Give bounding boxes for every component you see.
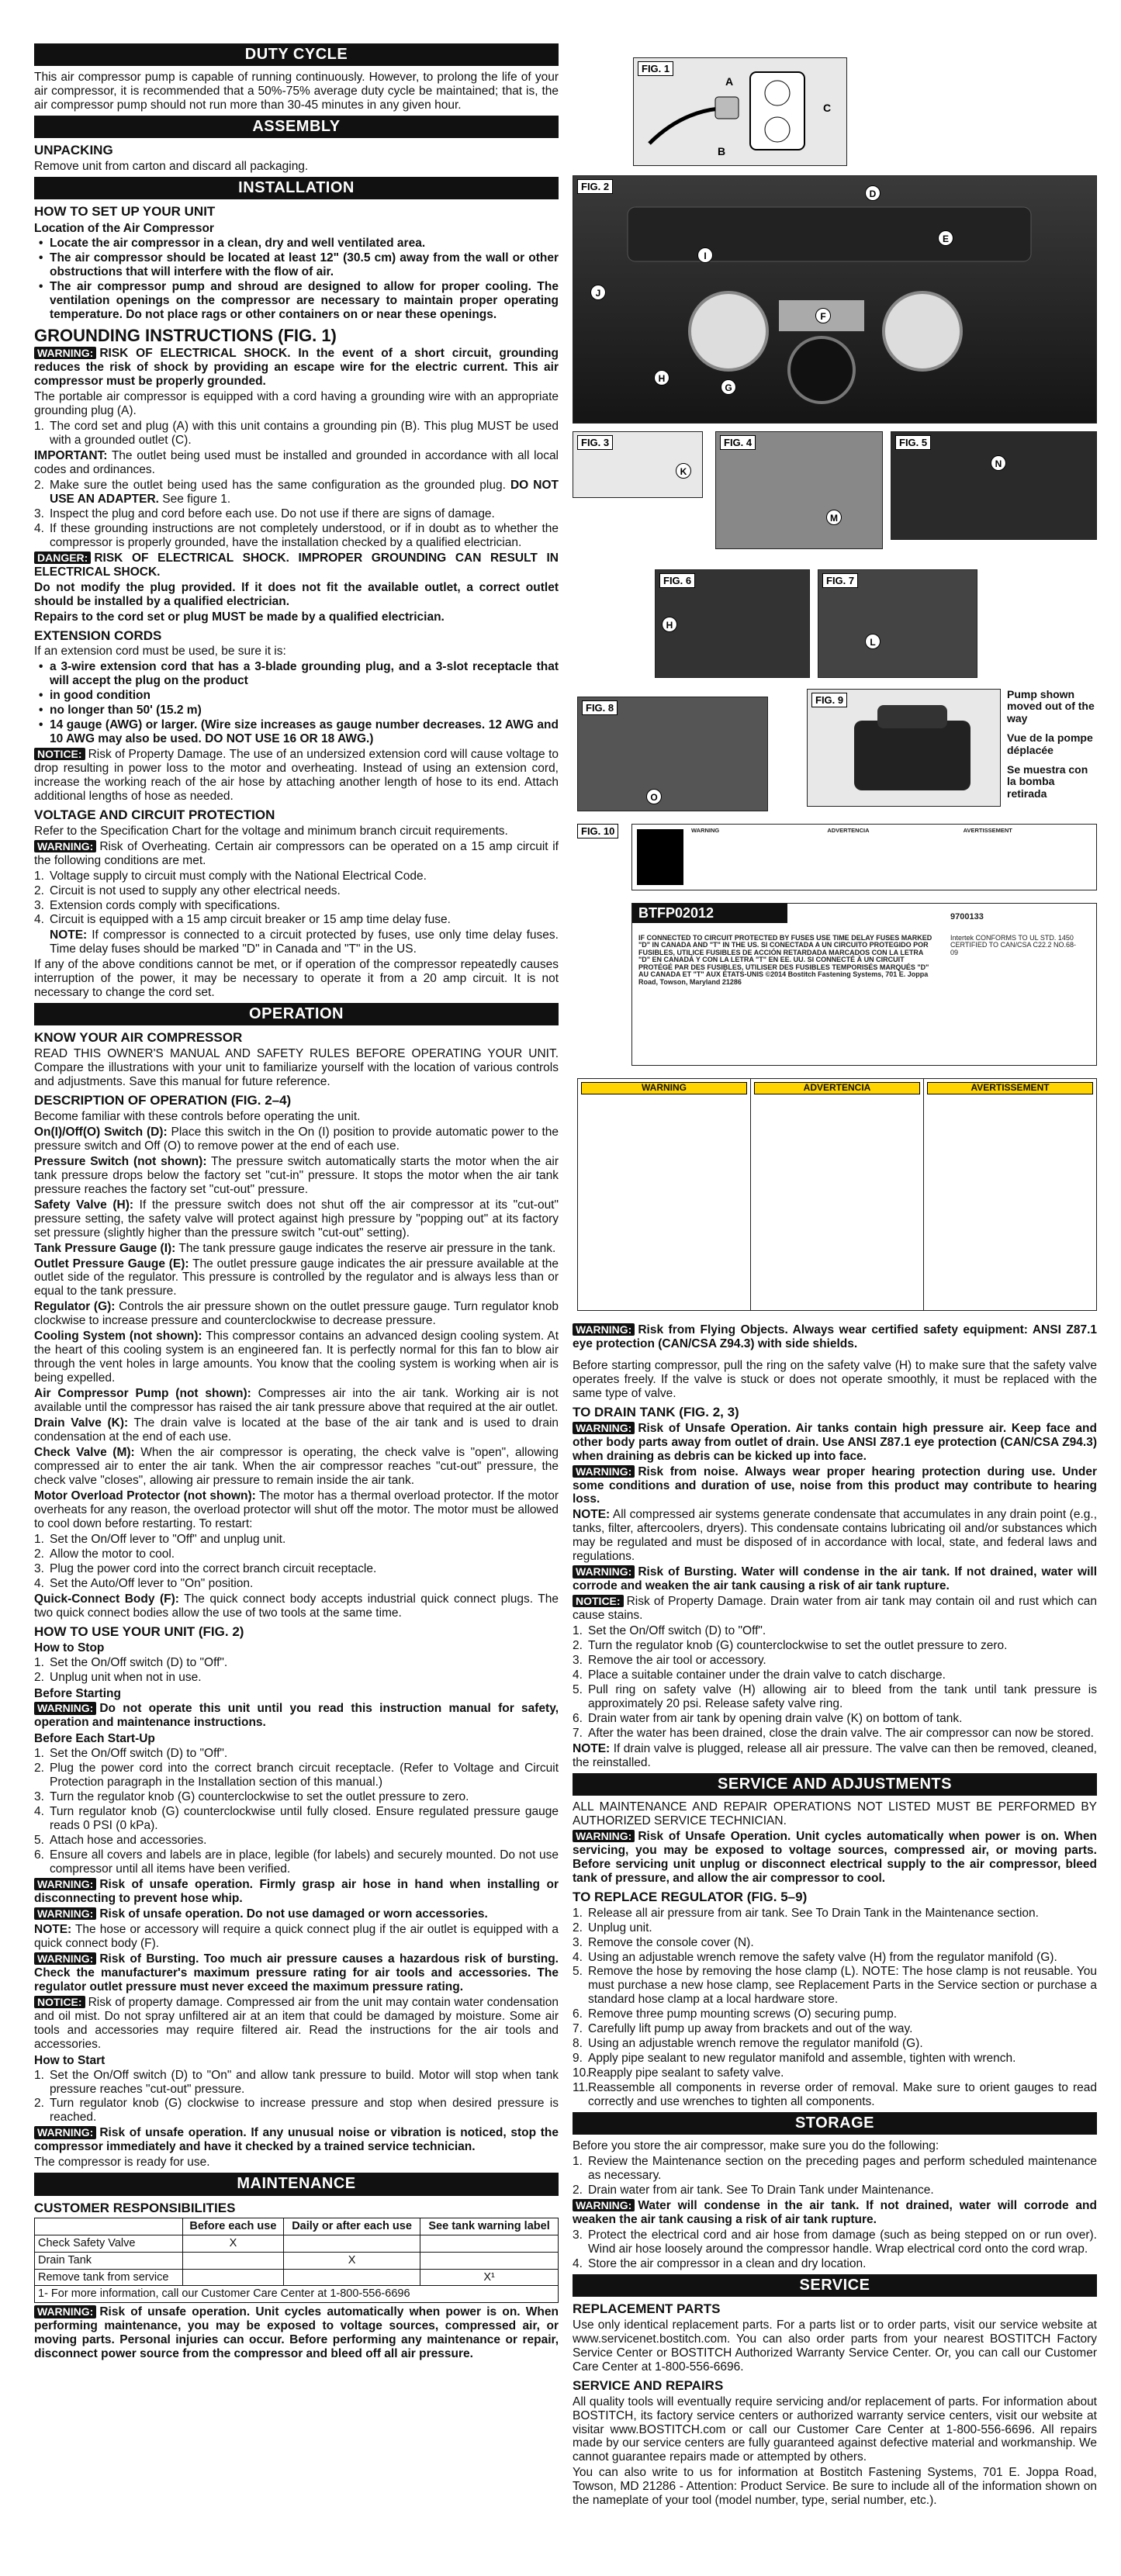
list-item: • no longer than 50' (15.2 m)	[34, 704, 559, 717]
definition-item: Tank Pressure Gauge (I): The tank pressure gauge indicates the reserve air pressure in the tank.	[34, 1241, 556, 1255]
warning-signal: WARNING:	[34, 1907, 96, 1920]
extension-text: If an extension cord must be used, be sure it is:	[34, 645, 286, 659]
figure-label: FIG. 9	[811, 693, 847, 707]
list-item: 5. Pull ring on safety valve (H) allowing air to bleed from the tank until tank pressure is approximately 20 psi. Release safety valve ring.	[573, 1683, 1097, 1711]
responsibilities-table	[34, 2218, 559, 2303]
definition-item: Check Valve (M): When the air compressor is operating, the check valve is "open", allowing compressed air to enter the air tank. When the air compressor reaches "cut-out" pressure, the check valve "closes", allowing air pressure to remain inside the air tank.	[34, 1446, 559, 1488]
plug-outlet-drawing	[634, 58, 847, 166]
callout-b: B	[718, 145, 726, 157]
callout-d: D	[865, 185, 881, 201]
column-header	[35, 2218, 183, 2235]
fig9-note-fr: Vue de la pompe déplacée	[1007, 731, 1093, 756]
warning-signal: WARNING:	[573, 2199, 635, 2211]
know-text: READ THIS OWNER'S MANUAL AND SAFETY RULES BEFORE OPERATING YOUR UNIT. Compare the illustrations with your unit to familiarize yourself with the location of various controls and adjustments. Save this manual for future reference.	[34, 1047, 559, 1089]
table-row: Check Safety Valve X	[35, 2235, 559, 2253]
restart-list	[34, 1533, 559, 1591]
before-warning: WARNING: Do not operate this unit until you read this instruction manual for safety, operation and maintenance instructions.	[34, 1702, 559, 1730]
list-item: • The air compressor pump and shroud are designed to allow for proper cooling. The ventilation openings on the compressor are necessary to maintain proper operating temperature. Do not place rags or other containers on or near these openings.	[34, 280, 559, 322]
list-item: 4. Circuit is equipped with a 15 amp circuit breaker or 15 amp time delay fuse.	[34, 913, 451, 927]
column-header: See tank warning label	[420, 2218, 559, 2235]
service-heading: SERVICE	[573, 2274, 1097, 2297]
start-list	[34, 2069, 559, 2125]
fuse-label-text: IF CONNECTED TO CIRCUIT PROTECTED BY FUSES USE TIME DELAY FUSES MARKED "D" IN CANADA AND "T" IN THE US. SI CONECTADA A UN CIRCUITO PROTEGIDO POR FUSIBLES, UTILICE FUSIBLES DE ACCIÓN RETARDADA MARCADOS CON LA LETRA "D" EN CANADÁ Y CON LA LETRA "T" EN EE. UU. SI CONNECTÉ À UN CIRCUIT PROTÉGÉ PAR DES FUSIBLES, UTILISER DES FUSIBLES TEMPORISÉS MARQUÉS "D" AU CANADA ET "T" AUX ÉTATS-UNIS ©2014 Bostitch Fastening Systems, 701 E. Joppa Road, Towson, Maryland 21286	[638, 934, 932, 986]
figure-4	[715, 431, 883, 549]
label-part-number: 9700133	[950, 912, 984, 921]
table-row: Remove tank from service X¹	[35, 2269, 559, 2286]
storage-text: Before you store the air compressor, make sure you do the following:	[573, 2139, 939, 2153]
list-item: 2. Unplug unit when not in use.	[34, 1671, 202, 1685]
table-footnote-row: 1- For more information, call our Customer Care Center at 1-800-556-6696	[35, 2286, 559, 2303]
tank-warning: WARNING: Risk of Unsafe Operation. Air tanks contain high pressure air. Keep face and other body parts away from outlet of drain. Use ANSI Z87.1 eye protection (CAN/CSA Z94.3) when draining as debris can be kicked up into face.	[573, 1421, 1097, 1463]
model-number: BTFP02012	[632, 904, 787, 923]
voltage-text: Refer to the Specification Chart for the voltage and minimum branch circuit requirements.	[34, 824, 508, 838]
voltage-list	[34, 870, 559, 928]
table-header-row	[35, 2218, 559, 2235]
warning-signal: WARNING:	[573, 1422, 635, 1434]
fig9-note-es: Se muestra con la bomba retirada	[1007, 762, 1088, 800]
list-item: 1. Set the On/Off lever to "Off" and unplug unit.	[34, 1532, 286, 1546]
startup-list	[34, 1747, 559, 1876]
list-item: 4. Set the Auto/Off lever to "On" position.	[34, 1576, 254, 1590]
list-item: 4. If these grounding instructions are not completely understood, or if in doubt as to whether the compressor is properly grounded, have the installation checked by a qualified electrician.	[34, 521, 559, 549]
list-item: 1. Voltage supply to circuit must comply with the National Electrical Code.	[34, 869, 427, 883]
strip-warning-fr: AVERTISSEMENT	[963, 827, 1012, 834]
storage-steps	[573, 2155, 1097, 2197]
list-item: 2. Make sure the outlet being used has the same configuration as the grounded plug. DO NOT USE AN ADAPTER. See figure 1.	[34, 478, 559, 506]
list-item: 1. Set the On/Off switch (D) to "Off".	[34, 1747, 228, 1761]
danger-signal: DANGER:	[34, 552, 91, 564]
notice-signal: NOTICE:	[573, 1595, 624, 1607]
voltage-heading: VOLTAGE AND CIRCUIT PROTECTION	[34, 807, 275, 822]
know-heading: KNOW YOUR AIR COMPRESSOR	[34, 1030, 243, 1046]
warning-signal: WARNING:	[573, 1565, 635, 1578]
storage-steps-2	[573, 2228, 1097, 2271]
warning-signal: WARNING:	[573, 1323, 635, 1336]
stop-list	[34, 1656, 559, 1685]
figure-8	[577, 697, 768, 811]
regulator-steps	[573, 1907, 1097, 2110]
list-item: 1. Review the Maintenance section on the preceding pages and perform scheduled maintenance as necessary.	[573, 2155, 1097, 2183]
repairs-heading: SERVICE AND REPAIRS	[573, 2377, 724, 2393]
noise-warning: WARNING: Risk from noise. Always wear proper hearing protection during use. Under some conditions and duration of use, noise from this product may contribute to hearing loss.	[573, 1464, 1097, 1506]
certification-text: Intertek CONFORMS TO UL STD. 1450 CERTIFIED TO CAN/CSA C22.2 NO.68-09	[950, 934, 1077, 956]
figures-area	[573, 54, 1097, 1357]
list-item: 3. Remove the console cover (N).	[573, 1935, 754, 1949]
list-item: 1. Set the On/Off switch (D) to "Off".	[34, 1656, 228, 1670]
callout-h2: H	[662, 617, 677, 632]
list-item: 7. After the water has been drained, close the drain valve. The air compressor can now be stored.	[573, 1726, 1094, 1740]
list-item: 3. Remove the air tool or accessory.	[573, 1654, 766, 1668]
duty-cycle-heading: DUTY CYCLE	[34, 43, 559, 66]
callout-j: J	[590, 285, 606, 300]
drain-notice: NOTICE: Risk of Property Damage. Drain water from air tank may contain oil and rust which can cause stains.	[573, 1595, 1097, 1623]
condensate-note: NOTE: All compressed air systems generate condensate that accumulates in any drain point (e.g., tanks, filter, aftercoolers, dryers). This condensate contains lubricating oil and/or substances which may be regulated and must be disposed of in accordance with local, state, and federal laws and regulations.	[573, 1508, 1097, 1564]
figure-3	[573, 431, 703, 498]
column-header: Before each use	[182, 2218, 283, 2235]
before-heading: Before Starting	[34, 1687, 121, 1701]
figure-label: FIG. 3	[577, 435, 613, 450]
grounding-list-b	[34, 479, 559, 550]
list-item: 3. Protect the electrical cord and air hose from damage (such as being stepped on or run over). Wind air hose loosely around the compressor handle. Wrap electrical cord onto the cord wrap.	[573, 2228, 1097, 2256]
figure-5	[891, 431, 1097, 540]
location-heading: Location of the Air Compressor	[34, 221, 214, 235]
compressor-unit-drawing	[808, 690, 1001, 807]
figure-label: FIG. 4	[720, 435, 756, 450]
duty-cycle-text: This air compressor pump is capable of running continuously. However, to prolong the life of your air compressor, it is recommended that a 50%-75% average duty cycle be maintained; that is, the air compressor pump should not run more than 30-45 minutes in any given hour.	[34, 71, 559, 112]
important-note: IMPORTANT: The outlet being used must be installed and grounded in accordance with all local codes and ordinances.	[34, 448, 559, 476]
fuse-note: NOTE: If compressor is connected to a circuit protected by fuses, use only time delay fuses. Time delay fuses should be marked "D" in Canada and "T" in the US.	[50, 928, 559, 956]
column-header: Daily or after each use	[284, 2218, 420, 2235]
table-row: Drain Tank X	[35, 2252, 559, 2269]
list-item: 10. Reapply pipe sealant to safety valve.	[573, 2066, 784, 2080]
list-item: 4. Using an adjustable wrench remove the safety valve (H) from the regulator manifold (G).	[573, 1950, 1057, 1964]
replacement-text: Use only identical replacement parts. For a parts list or to order parts, visit our service website at www.servicenet.bostitch.com. You can also order parts from your nearest BOSTITCH Factory Service Center or BOSTITCH Authorized Warranty Service Center. Or, you can call our Customer Care Center at 1-800-556-6696.	[573, 2318, 1097, 2374]
callout-e: E	[938, 230, 953, 246]
notice-signal: NOTICE:	[34, 748, 85, 760]
voltage-end: If any of the above conditions cannot be met, or if operation of the compressor repeatedly causes interruption of the power, it may be necessary to operate it from a 20 amp circuit. It is not necessary to change the cord set.	[34, 958, 559, 1000]
description-heading: DESCRIPTION OF OPERATION (FIG. 2–4)	[34, 1093, 292, 1108]
quick-connect-def: Quick-Connect Body (F): The quick connect body accepts industrial quick connect plugs. The two quick connect bodies allow the use of two tools at the same time.	[34, 1592, 559, 1620]
flying-objects-block	[573, 1323, 1097, 1353]
list-item: 2. Plug the power cord into the correct branch circuit receptacle. (Refer to Voltage and Circuit Protection paragraph in the Installation section of this manual.)	[34, 1762, 559, 1789]
figure-label: FIG. 5	[895, 435, 931, 450]
storage-heading: STORAGE	[573, 2112, 1097, 2135]
list-item: 6. Drain water from air tank by opening drain valve (K) on bottom of tank.	[573, 1712, 963, 1725]
list-item: 3. Extension cords comply with specifications.	[34, 898, 281, 912]
list-item: 1. Set the On/Off switch (D) to "On" and allow tank pressure to build. Motor will stop when tank pressure reaches "cut-out" pressure.	[34, 2068, 559, 2096]
list-item: 6. Ensure all covers and labels are in place, legible (for labels) and securely mounted. Do not use compressor until all items have been verified.	[34, 1848, 559, 1876]
storage-warning: WARNING: Water will condense in the air tank. If not drained, water will corrode and weaken the air tank causing a risk of air tank rupture.	[573, 2199, 1097, 2227]
list-item: • The air compressor should be located at least 12" (30.5 cm) away from the wall or other obstructions that will interfere with the flow of air.	[34, 251, 559, 279]
service-warning: WARNING: Risk of Unsafe Operation. Unit cycles automatically when power is on. When servicing, you may be exposed to voltage sources, compressed air, or moving parts. Before servicing unit unplug or disconnect electrical supply to the air compressor, bleed tank of pressure, and allow the air compressor to cool.	[573, 1830, 1097, 1885]
figure-1	[633, 57, 847, 166]
list-item: 2. Allow the motor to cool.	[34, 1547, 175, 1561]
drain-steps	[573, 1624, 1097, 1741]
figure-9-notes	[1007, 689, 1097, 800]
figure-6	[655, 569, 810, 678]
figure-label: FIG. 7	[822, 573, 858, 588]
label-warning-en: WARNING	[581, 1082, 747, 1094]
definition-item: Cooling System (not shown): This compressor contains an advanced design cooling system. At the heart of this cooling system is an engineered fan. It is perfectly normal for this fan to blow air through the vent holes in large amounts. You know that the cooling system is working when air is being expelled.	[34, 1329, 559, 1385]
left-column	[34, 40, 559, 2363]
list-item: 1. Release all air pressure from air tank. See To Drain Tank in the Maintenance section.	[573, 1906, 1039, 1920]
figure-7	[818, 569, 977, 678]
list-item: 4. Turn regulator knob (G) counterclockwise until fully closed. Ensure regulated pressure gauge reads 0 PSI (0 kPa).	[34, 1805, 559, 1833]
warning-signal: WARNING:	[34, 1702, 96, 1714]
right-column	[573, 1359, 1097, 2569]
grounding-text: The portable air compressor is equipped with a cord having a grounding wire with an appropriate grounding plug (A).	[34, 390, 559, 418]
property-notice: NOTICE: Risk of property damage. Compressed air from the unit may contain water condensation and oil mist. Do not spray unfiltered air at an item that could be damaged by moisture. Some air tools and accessories may require filtered air. Read the instructions for the air tools and accessories.	[34, 1995, 559, 2051]
replacement-heading: REPLACEMENT PARTS	[573, 2301, 721, 2317]
figure-label: FIG. 6	[659, 573, 695, 588]
bursting-warning: WARNING: Risk of Bursting. Too much air pressure causes a hazardous risk of bursting. Check the manufacturer's maximum pressure rating for air tools and accessories. The regulator outlet pressure must never exceed the maximum pressure rating.	[34, 1952, 559, 1993]
fig9-note-en: Pump shown moved out of the way	[1007, 688, 1095, 724]
list-item: 2. Turn regulator knob (G) clockwise to increase pressure and stop when desired pressure is reached.	[34, 2097, 559, 2125]
figure-label: FIG. 2	[577, 179, 613, 194]
definition-item: Drain Valve (K): The drain valve is located at the base of the air tank and is used to drain condensation at the end of each use.	[34, 1416, 559, 1444]
description-text: Become familiar with these controls before operating the unit.	[34, 1109, 361, 1123]
unpacking-heading: UNPACKING	[34, 143, 113, 158]
flying-objects-warning: WARNING: Risk from Flying Objects. Always wear certified safety equipment: ANSI Z87.1 eye protection (CAN/CSA Z94.3) with side shields.	[573, 1323, 1097, 1350]
figure-2	[573, 175, 1097, 424]
list-item: 1. Set the On/Off switch (D) to "Off".	[573, 1624, 766, 1638]
repairs-note: Repairs to the cord set or plug MUST be made by a qualified electrician.	[34, 610, 445, 624]
callout-i: I	[697, 247, 713, 263]
list-item: 3. Turn the regulator knob (G) counterclockwise to set the outlet pressure to zero.	[34, 1790, 469, 1804]
ready-text: The compressor is ready for use.	[34, 2156, 210, 2170]
definitions	[34, 1125, 559, 1531]
callout-a: A	[725, 75, 734, 88]
callout-n: N	[991, 455, 1006, 471]
extension-notice: NOTICE: Risk of Property Damage. The use of an undersized extension cord will cause voltage to drop resulting in power loss to the motor and overheating. Instead of using an extension cord, increase the working reach of the air hose by attaching another length of hose to its end. Attach additional lengths of hose as needed.	[34, 748, 559, 803]
installation-heading: INSTALLATION	[34, 177, 559, 199]
warning-signal: WARNING:	[34, 1878, 96, 1890]
warning-signal: WARNING:	[34, 840, 96, 852]
warning-signal: WARNING:	[34, 347, 96, 359]
list-item: • in good condition	[34, 689, 559, 703]
callout-h: H	[654, 370, 669, 386]
plugged-note: NOTE: If drain valve is plugged, release all air pressure. The valve can then be removed, cleaned, the reinstalled.	[573, 1741, 1097, 1769]
hose-note: NOTE: The hose or accessory will require a quick connect plug if the air outlet is equipped with a quick connect body (F).	[34, 1922, 559, 1950]
definition-item: Air Compressor Pump (not shown): Compresses air into the air tank. Working air is not available until the compressor has raised the air tank pressure above that required at the air outlet.	[34, 1387, 559, 1415]
callout-f: F	[815, 308, 831, 323]
list-item: 2. Turn the regulator knob (G) counterclockwise to set the outlet pressure to zero.	[573, 1639, 1008, 1653]
voltage-warning: WARNING: Risk of Overheating. Certain air compressors can be operated on a 15 amp circuit if the following conditions are met.	[34, 839, 559, 867]
responsibilities-heading: CUSTOMER RESPONSIBILITIES	[34, 2200, 236, 2215]
assembly-heading: ASSEMBLY	[34, 116, 559, 138]
setup-heading: HOW TO SET UP YOUR UNIT	[34, 204, 216, 220]
notice-signal: NOTICE:	[34, 1996, 85, 2008]
definition-item: Regulator (G): Controls the air pressure shown on the outlet pressure gauge. Turn regulator knob clockwise to increase pressure and counterclockwise to decrease pressure.	[34, 1300, 559, 1328]
extension-list	[34, 660, 559, 746]
maintenance-heading: MAINTENANCE	[34, 2173, 559, 2195]
danger-notice: DANGER: RISK OF ELECTRICAL SHOCK. IMPROPER GROUNDING CAN RESULT IN ELECTRICAL SHOCK.	[34, 551, 559, 579]
list-item: 4. Store the air compressor in a clean and dry location.	[573, 2257, 867, 2271]
location-list	[34, 237, 559, 322]
maintenance-warning: WARNING: Risk of unsafe operation. Unit cycles automatically when power is on. When performing maintenance, you may be exposed to voltage sources, compressed air, or moving parts. Personal injuries can occur. Before performing any maintenance or repair, disconnect power source from the compressor and bleed off all air pressure.	[34, 2305, 559, 2361]
compressor-console-drawing	[573, 176, 1097, 424]
warning-signal: WARNING:	[573, 1465, 635, 1478]
warning-signal: WARNING:	[573, 1830, 635, 1842]
label-warning-es: ADVERTENCIA	[754, 1082, 920, 1094]
list-item: 4. Place a suitable container under the drain valve to catch discharge.	[573, 1668, 946, 1682]
list-item: 2. Drain water from air tank. See To Drain Tank under Maintenance.	[573, 2184, 934, 2197]
list-item: • Locate the air compressor in a clean, dry and well ventilated area.	[34, 237, 559, 251]
figure-label: FIG. 8	[582, 700, 618, 715]
warning-signal: WARNING:	[34, 2305, 96, 2318]
vibration-warning: WARNING: Risk of unsafe operation. If any unusual noise or vibration is noticed, stop the compressor immediately and have it checked by a trained service technician.	[34, 2126, 559, 2154]
grounding-heading: GROUNDING INSTRUCTIONS (FIG. 1)	[34, 325, 337, 345]
figure-label: FIG. 1	[638, 61, 673, 76]
warning-signal: WARNING:	[34, 1952, 96, 1965]
stop-heading: How to Stop	[34, 1641, 105, 1655]
figure-10-label: FIG. 10	[577, 824, 618, 838]
list-item: 2. Unplug unit.	[573, 1921, 652, 1935]
list-item: 7. Carefully lift pump up away from brackets and out of the way.	[573, 2022, 913, 2036]
rupture-warning: WARNING: Risk of Bursting. Water will condense in the air tank. If not drained, water will corrode and weaken the air tank causing a risk of air tank rupture.	[573, 1565, 1097, 1593]
strip-warning-en: WARNING	[691, 827, 720, 834]
operation-heading: OPERATION	[34, 1003, 559, 1025]
warning-signal: WARNING:	[34, 2126, 96, 2139]
callout-l: L	[865, 634, 881, 649]
model-nameplate	[631, 903, 1097, 1066]
each-startup-heading: Before Each Start-Up	[34, 1732, 155, 1746]
start-heading: How to Start	[34, 2053, 106, 2067]
callout-c: C	[823, 102, 832, 114]
list-item: • a 3-wire extension cord that has a 3-blade grounding plug, and a 3-slot receptacle that will accept the plug on the product	[34, 660, 559, 688]
grounding-warning: WARNING: RISK OF ELECTRICAL SHOCK. In the event of a short circuit, grounding reduces the risk of shock by providing an escape wire for the electric current. This air compressor must be properly grounded.	[34, 347, 559, 389]
callout-m: M	[826, 510, 842, 525]
list-item: 1. The cord set and plug (A) with this unit contains a grounding pin (B). This plug MUST be used with a grounded outlet (C).	[34, 420, 559, 447]
strip-warning-es: ADVERTENCIA	[827, 827, 870, 834]
list-item: • 14 gauge (AWG) or larger. (Wire size increases as gauge number decreases. 12 AWG and 10 AWG may also be used. DO NOT USE 16 OR 18 AWG.)	[34, 718, 559, 746]
list-item: 3. Plug the power cord into the correct branch circuit receptacle.	[34, 1561, 377, 1575]
hose-whip-warning: WARNING: Risk of unsafe operation. Firmly grasp air hose in hand when installing or disconnecting to prevent hose whip.	[34, 1877, 559, 1905]
list-item: 3. Inspect the plug and cord before each use. Do not use if there are signs of damage.	[34, 507, 495, 520]
service-adjust-heading: SERVICE AND ADJUSTMENTS	[573, 1773, 1097, 1796]
list-item: 5. Attach hose and accessories.	[34, 1834, 207, 1848]
extension-heading: EXTENSION CORDS	[34, 628, 162, 643]
list-item: 9. Apply pipe sealant to new regulator manifold and assemble, tighten with wrench.	[573, 2052, 1016, 2066]
list-item: 2. Circuit is not used to supply any other electrical needs.	[34, 883, 341, 897]
use-heading: HOW TO USE YOUR UNIT (FIG. 2)	[34, 1623, 244, 1639]
contact-text: You can also write to us for information at Bostitch Fastening Systems, 701 E. Joppa Road, Towson, MD 21286 - Attention: Product Service. Be sure to include all of the information shown on the nameplate of your tool (model number, type, serial number, etc.).	[573, 2466, 1097, 2508]
unpacking-text: Remove unit from carton and discard all packaging.	[34, 160, 309, 173]
list-item: 8. Using an adjustable wrench remove the regulator manifold (G).	[573, 2037, 923, 2051]
list-item: 11. Reassemble all components in reverse order of removal. Make sure to orient gauges to read correctly and use wrenches to tighten all components.	[573, 2081, 1097, 2109]
grounding-list-a	[34, 420, 559, 448]
figure-9	[807, 689, 1001, 807]
definition-item: On(I)/Off(O) Switch (D): Place this switch in the On (I) position to provide automatic power to the pressure switch and Off (O) to remove power at the end of each use.	[34, 1125, 559, 1153]
modify-warning: Do not modify the plug provided. If it does not fit the available outlet, a correct outlet should be installed by a qualified electrician.	[34, 580, 559, 608]
hazard-icon	[637, 829, 683, 885]
regulator-heading: TO REPLACE REGULATOR (FIG. 5–9)	[573, 1889, 808, 1904]
callout-k: K	[676, 463, 691, 479]
callout-o: O	[646, 789, 662, 804]
definition-item: Pressure Switch (not shown): The pressure switch automatically starts the motor when the air tank pressure drops below the factory set "cut-in" pressure. It stops the motor when the air tank pressure reaches the factory set "cut-out" pressure.	[34, 1154, 559, 1196]
drain-heading: TO DRAIN TANK (FIG. 2, 3)	[573, 1404, 739, 1419]
safety-valve-text: Before starting compressor, pull the ring on the safety valve (H) to make sure that the safety valve operates freely. If the valve is stuck or does not operate smoothly, it must be replaced with the same type of valve.	[573, 1359, 1097, 1400]
definition-item: Outlet Pressure Gauge (E): The outlet pressure gauge indicates the air pressure available at the outlet side of the regulator. This pressure is controlled by the regulator and is always less than or equal to the tank pressure.	[34, 1257, 559, 1298]
list-item: 5. Remove the hose by removing the hose clamp (L). NOTE: The hose clamp is not reusable. You must purchase a new hose clamp, see Replacement Parts in the Service section or purchase a standard hose clamp at a local hardware store.	[573, 1965, 1097, 2007]
label-warning-fr: AVERTISSEMENT	[927, 1082, 1093, 1094]
repairs-text: All quality tools will eventually require servicing and/or replacement of parts. For information about BOSTITCH, its factory service centers or authorized warranty service centers, visit our website at visitar www.BOSTITCH.com or call our Customer Care Center at 1-800-556-6696. All repairs made by our service centers are fully guaranteed against defective material and workmanship. We cannot guarantee repairs made or attempted by others.	[573, 2394, 1097, 2464]
warning-strip-label	[631, 824, 1097, 890]
tri-lingual-warning-label	[577, 1078, 1097, 1311]
callout-g: G	[721, 379, 736, 395]
accessory-warning: WARNING: Risk of unsafe operation. Do not use damaged or worn accessories.	[34, 1907, 559, 1921]
service-text: ALL MAINTENANCE AND REPAIR OPERATIONS NOT LISTED MUST BE PERFORMED BY AUTHORIZED SERVICE TECHNICIAN.	[573, 1800, 1097, 1828]
definition-item: Motor Overload Protector (not shown): The motor has a thermal overload protector. If the motor overheats for any reason, the overload protector will shut off the motor. The motor must be allowed to cool down before restarting. To restart:	[34, 1489, 559, 1530]
definition-item: Safety Valve (H): If the pressure switch does not shut off the air compressor at its "cut-out" pressure setting, the safety valve will protect against high pressure by "popping out" at its factory set pressure (slightly higher than the pressure switch "cut-out" setting).	[34, 1198, 559, 1240]
list-item: 6. Remove three pump mounting screws (O) securing pump.	[573, 2007, 897, 2021]
